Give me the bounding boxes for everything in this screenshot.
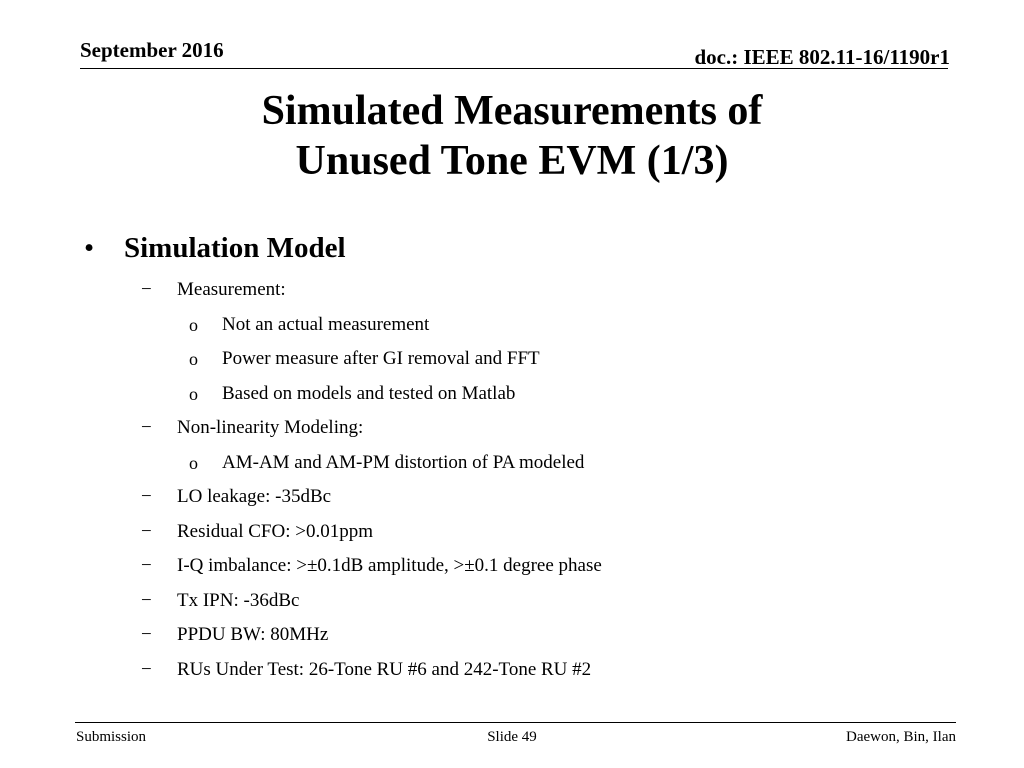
dash-bullet-icon: − bbox=[141, 417, 152, 438]
footer-slide-number: Slide 49 bbox=[487, 729, 537, 745]
dash-bullet-icon: − bbox=[141, 486, 152, 507]
sub-sub-bullet-item bbox=[0, 308, 1024, 343]
dash-bullet-icon: − bbox=[141, 520, 152, 542]
slide-title-line-1: Simulated Measurements of bbox=[261, 88, 763, 134]
bullet-text: PPDU BW: 80MHz bbox=[177, 624, 329, 645]
bullet-dot-icon: • bbox=[84, 232, 95, 264]
header-divider bbox=[80, 68, 948, 69]
header-doc-id: doc.: IEEE 802.11-16/1190r1 bbox=[694, 45, 950, 69]
dash-bullet-icon: − bbox=[141, 555, 152, 576]
circle-bullet-icon: o bbox=[189, 383, 198, 404]
bullet-text: Based on models and tested on Matlab bbox=[222, 382, 516, 404]
sub-bullet-item bbox=[0, 618, 1024, 653]
sub-sub-bullet-item bbox=[0, 342, 1024, 377]
bullet-text: RUs Under Test: 26-Tone RU #6 and 242-Tone RU #2 bbox=[177, 658, 592, 680]
bullet-text: AM-AM and AM-PM distortion of PA modeled bbox=[222, 451, 585, 473]
sub-bullet-item bbox=[0, 584, 1024, 619]
bullet-heading: Simulation Model bbox=[124, 232, 346, 264]
bullet-simulation-model bbox=[84, 230, 346, 266]
slide-title-line-2: Unused Tone EVM (1/3) bbox=[295, 138, 729, 184]
dash-bullet-icon: − bbox=[141, 658, 152, 680]
sub-bullet-item bbox=[0, 480, 1024, 515]
dash-bullet-icon: − bbox=[141, 589, 152, 611]
bullet-text: Residual CFO: >0.01ppm bbox=[177, 520, 373, 542]
sub-bullet-item bbox=[0, 549, 1024, 584]
bullet-text: LO leakage: -35dBc bbox=[177, 486, 332, 507]
sub-bullet-item bbox=[0, 653, 1024, 688]
sub-bullet-item bbox=[0, 273, 1024, 308]
bullet-text: I-Q imbalance: >±0.1dB amplitude, >±0.1 degree phase bbox=[177, 555, 602, 576]
sub-bullet-item bbox=[0, 515, 1024, 550]
bullet-text: Measurement: bbox=[177, 279, 286, 300]
slide-title bbox=[0, 86, 1024, 186]
sub-sub-bullet-item bbox=[0, 446, 1024, 481]
bullet-text: Not an actual measurement bbox=[222, 313, 430, 335]
footer-submission: Submission bbox=[76, 729, 147, 745]
sub-bullet-item bbox=[0, 411, 1024, 446]
dash-bullet-icon: − bbox=[141, 279, 152, 300]
bullet-text: Power measure after GI removal and FFT bbox=[222, 348, 540, 369]
circle-bullet-icon: o bbox=[189, 452, 198, 473]
simulation-model-list bbox=[0, 273, 1024, 687]
circle-bullet-icon: o bbox=[189, 314, 198, 335]
bullet-text: Tx IPN: -36dBc bbox=[177, 589, 300, 611]
footer-divider bbox=[75, 722, 956, 723]
footer-authors: Daewon, Bin, Ilan bbox=[846, 729, 956, 745]
bullet-text: Non-linearity Modeling: bbox=[177, 417, 364, 438]
circle-bullet-icon: o bbox=[189, 349, 198, 369]
sub-sub-bullet-item bbox=[0, 377, 1024, 412]
dash-bullet-icon: − bbox=[141, 624, 152, 645]
header-date: September 2016 bbox=[80, 38, 224, 62]
